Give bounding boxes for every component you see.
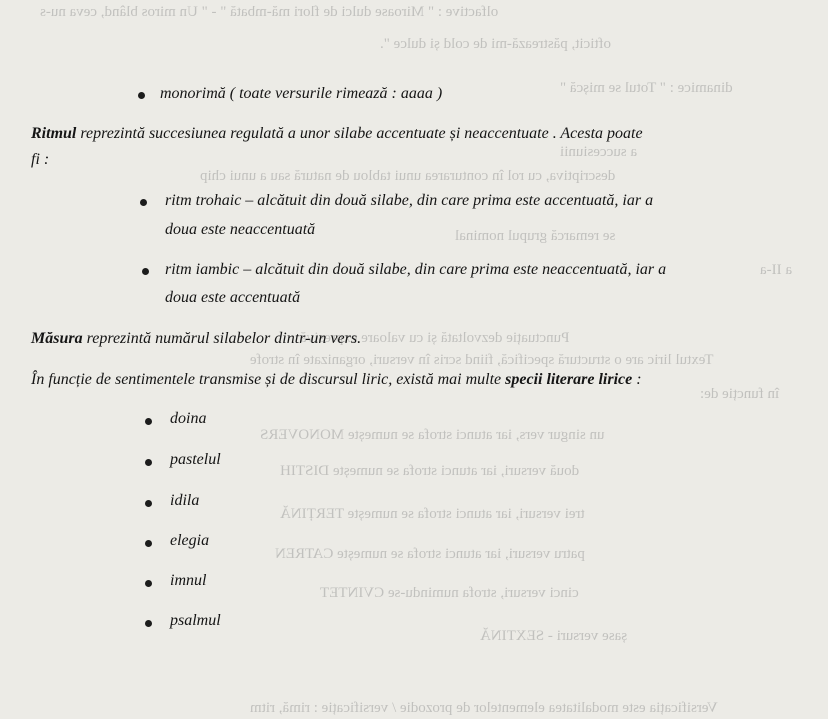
- bullet-icon: [145, 580, 152, 587]
- ritm-definition-text: reprezintă succesiunea regulată a unor silabe accentuate și neaccentuate . Acesta poate: [80, 125, 643, 142]
- bullet-icon: [145, 540, 152, 547]
- ritm-definition: [31, 125, 643, 143]
- masura-term: Măsura: [31, 330, 83, 347]
- list-item-specie: elegia: [170, 532, 210, 549]
- ritm-definition-cont: fi :: [31, 151, 50, 168]
- bullet-icon: [145, 459, 152, 466]
- list-item-ritm-iambic: ritm iambic – alcătuit din două silabe, din care prima este neaccentuată, iar a: [165, 261, 667, 278]
- bleed-through-line: un singur vers, iar atunci strofa se numește MONOVERS: [260, 427, 605, 443]
- list-item-ritm-trohaic-cont: doua este neaccentuată: [165, 221, 316, 238]
- list-item-ritm-iambic-cont: doua este accentuată: [165, 289, 301, 306]
- bleed-through-line: cinci versuri, strofa numindu-se CVINTET: [320, 585, 579, 601]
- list-item-specie: psalmul: [170, 612, 221, 629]
- list-item-specie: doina: [170, 410, 207, 427]
- bleed-through-line: ofticit, păstrează-mi de cold și dulce ".: [380, 36, 612, 52]
- list-item-specie: imnul: [170, 572, 207, 589]
- bleed-through-line: a succesiunii: [560, 144, 638, 160]
- rhyme-item-monorima: monorimă ( toate versurile rimează : aaaa ): [160, 85, 443, 102]
- bullet-icon: [142, 268, 149, 275]
- bullet-icon: [140, 199, 147, 206]
- bullet-icon: [145, 418, 152, 425]
- specii-colon: :: [636, 371, 642, 388]
- bleed-through-line: două versuri, iar atunci strofa se numește DISTIH: [280, 463, 580, 479]
- specii-intro: [31, 371, 642, 389]
- list-item-ritm-trohaic: ritm trohaic – alcătuit din două silabe, din care prima este accentuată, iar a: [165, 192, 654, 209]
- ritm-term: Ritmul: [31, 125, 77, 142]
- masura-definition: [31, 330, 361, 348]
- bleed-through-line: patru versuri, iar atunci strofa se numește CATREN: [275, 546, 585, 562]
- bleed-through-line: în funcție de:: [700, 386, 780, 402]
- bleed-through-line: trei versuri, iar atunci strofa se numește TERȚINĂ: [280, 506, 585, 522]
- bleed-through-line: a II-a: [760, 262, 793, 278]
- specii-term: specii literare lirice: [505, 371, 633, 388]
- bullet-icon: [145, 500, 152, 507]
- bleed-through-line: se remarcă grupul nominal: [455, 228, 616, 244]
- masura-definition-text: reprezintă numărul silabelor dintr-un vers.: [86, 330, 362, 347]
- bleed-through-line: Versificația este modalitatea elementelor de prozodie / versificație : rimă, ritm: [250, 700, 718, 716]
- list-item-specie: pastelul: [170, 451, 221, 468]
- bullet-icon: [138, 92, 145, 99]
- bullet-icon: [145, 620, 152, 627]
- list-item-specie: idila: [170, 492, 200, 509]
- bleed-through-line: Punctuație dezvoltată și cu valoare expresivă: [300, 330, 570, 346]
- bleed-through-line: dinamice : " Totul se mișcă ": [560, 80, 733, 96]
- bleed-through-line: Textul liric are o structură specifică, fiind scris în versuri, organizate în strofe: [250, 352, 714, 368]
- bleed-through-line: olfactive : " Miroase dulci de flori mă-mbată " - " Un miros blând, ceva nu-s: [40, 4, 499, 20]
- bleed-through-line: descriptiva, cu rol în conturarea unui tablou de natură sau a unui chip: [200, 168, 616, 184]
- specii-intro-text: În funcție de sentimentele transmise și de discursul liric, există mai multe: [31, 371, 502, 388]
- bleed-through-line: șase versuri - SEXTINĂ: [480, 628, 628, 644]
